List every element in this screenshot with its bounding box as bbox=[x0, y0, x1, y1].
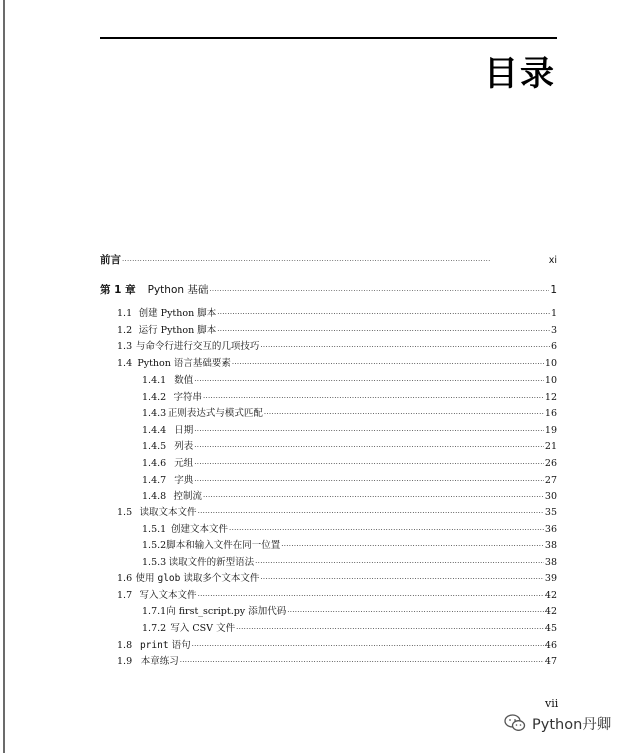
label-text: 读取多个文本文件 bbox=[180, 573, 260, 584]
toc-subsection-number: 1.4.6 bbox=[142, 458, 167, 469]
toc-section-label bbox=[140, 639, 191, 652]
toc-subsection-number: 1.5.1 bbox=[142, 524, 167, 535]
toc-leader bbox=[260, 341, 550, 354]
toc-section-label: 创建 Python 脚本 bbox=[138, 308, 217, 319]
toc-leader bbox=[194, 425, 544, 438]
toc-subsection-number: 1.4.4 bbox=[142, 425, 167, 436]
wechat-icon bbox=[503, 711, 527, 735]
toc-page: 16 bbox=[544, 408, 557, 419]
toc-leader bbox=[287, 606, 544, 619]
toc-subsection-label: 正则表达式与模式匹配 bbox=[167, 408, 263, 419]
toc-leader bbox=[194, 475, 544, 488]
toc-subsection-number: 1.7.2 bbox=[142, 623, 167, 634]
toc-subsection[interactable] bbox=[142, 474, 557, 488]
toc-subsection-label: 读取文件的新型语法 bbox=[168, 557, 255, 568]
toc-leader bbox=[217, 308, 550, 321]
toc-subsection-label: 字典 bbox=[174, 475, 194, 486]
toc-section[interactable] bbox=[117, 357, 557, 371]
toc-leader bbox=[192, 640, 544, 653]
toc-subsection[interactable] bbox=[142, 556, 557, 570]
toc-subsection[interactable] bbox=[142, 440, 557, 454]
page-title: 目录 bbox=[484, 54, 556, 94]
toc-page: 1 bbox=[550, 308, 557, 319]
toc-subsection-label: 控制流 bbox=[173, 491, 202, 502]
toc-subsection-number: 1.7.1 bbox=[142, 606, 167, 617]
toc-section-label: 与命令行进行交互的几项技巧 bbox=[135, 341, 260, 352]
toc-subsection-number: 1.5.2 bbox=[142, 540, 167, 551]
toc-leader bbox=[255, 557, 544, 570]
toc-section-number: 1.3 bbox=[117, 341, 133, 352]
toc-subsection[interactable] bbox=[142, 605, 557, 619]
label-text: 使用 bbox=[135, 573, 158, 584]
toc-subsection-label: 写入 CSV 文件 bbox=[170, 623, 236, 634]
watermark bbox=[503, 711, 611, 735]
toc-subsection[interactable] bbox=[142, 374, 557, 388]
toc-section[interactable] bbox=[117, 506, 557, 520]
toc-leader bbox=[264, 408, 544, 421]
toc-section-label: 本章练习 bbox=[140, 656, 179, 667]
toc-label: 前言 bbox=[100, 254, 121, 266]
toc-page: 6 bbox=[550, 341, 557, 352]
toc-page: 19 bbox=[544, 425, 557, 436]
toc-leader bbox=[194, 458, 544, 471]
toc-page: 30 bbox=[544, 491, 557, 502]
toc-section[interactable] bbox=[117, 639, 557, 653]
toc-page: 38 bbox=[544, 557, 557, 568]
label-code: glob bbox=[157, 573, 181, 584]
left-page-edge bbox=[3, 0, 5, 753]
toc-leader bbox=[281, 540, 544, 553]
toc-subsection-label: 日期 bbox=[174, 425, 194, 436]
toc-leader bbox=[198, 590, 544, 603]
toc-page: 42 bbox=[544, 590, 557, 601]
toc-subsection-label: 字符串 bbox=[173, 392, 202, 403]
toc-page: 47 bbox=[544, 656, 557, 667]
toc-subsection[interactable] bbox=[142, 407, 557, 421]
toc-page: 38 bbox=[544, 540, 557, 551]
toc-section-number: 1.9 bbox=[117, 656, 133, 667]
toc-chapter-1[interactable] bbox=[100, 284, 557, 298]
toc-section-number: 1.2 bbox=[117, 325, 133, 336]
toc-subsection[interactable] bbox=[142, 424, 557, 438]
header-rule bbox=[100, 37, 557, 39]
toc-section[interactable] bbox=[117, 572, 557, 586]
toc-subsection[interactable] bbox=[142, 622, 557, 636]
toc-subsection-number: 1.4.1 bbox=[142, 375, 167, 386]
toc-subsection-number: 1.4.3 bbox=[142, 408, 167, 419]
toc-subsection-number: 1.5.3 bbox=[142, 557, 167, 568]
toc-page: 27 bbox=[544, 475, 557, 486]
toc-subsection-number: 1.4.5 bbox=[142, 441, 167, 452]
watermark-text: Python丹卿 bbox=[532, 716, 612, 733]
toc-page: 1 bbox=[550, 284, 557, 296]
toc-subsection-label: 数值 bbox=[174, 375, 194, 386]
toc-section-label: 读取文本文件 bbox=[139, 507, 197, 518]
toc-leader bbox=[236, 623, 544, 636]
toc-page: 26 bbox=[544, 458, 557, 469]
toc-subsection-label: 列表 bbox=[174, 441, 194, 452]
toc-page: 10 bbox=[544, 358, 557, 369]
toc-section[interactable] bbox=[117, 324, 557, 338]
toc-page: 21 bbox=[544, 441, 557, 452]
toc-subsection-label: 元组 bbox=[174, 458, 194, 469]
chapter-number: 第 1 章 bbox=[100, 284, 136, 296]
toc-section-label: 写入文本文件 bbox=[139, 590, 197, 601]
toc-subsection[interactable] bbox=[142, 457, 557, 471]
toc-leader bbox=[122, 255, 548, 268]
toc-section-number: 1.8 bbox=[117, 640, 133, 651]
toc-leader bbox=[203, 392, 544, 405]
toc-leader bbox=[180, 656, 544, 669]
toc-page: 3 bbox=[550, 325, 557, 336]
toc-subsection-label: 向 first_script.py 添加代码 bbox=[166, 606, 287, 617]
toc-section-number: 1.1 bbox=[117, 308, 133, 319]
toc-leader bbox=[229, 524, 544, 537]
toc-leader bbox=[194, 375, 544, 388]
toc-subsection-number: 1.4.7 bbox=[142, 475, 167, 486]
toc-leader bbox=[232, 358, 544, 371]
toc-subsection[interactable] bbox=[142, 539, 557, 553]
label-text: 语句 bbox=[168, 640, 191, 651]
page-number: vii bbox=[545, 697, 559, 710]
toc-leader bbox=[194, 441, 544, 454]
toc-section-number: 1.5 bbox=[117, 507, 133, 518]
toc-leader bbox=[203, 491, 544, 504]
toc-page: 42 bbox=[544, 606, 557, 617]
toc-page: 10 bbox=[544, 375, 557, 386]
toc-preface[interactable] bbox=[100, 254, 557, 268]
toc-section-number: 1.6 bbox=[117, 573, 133, 584]
toc-section[interactable] bbox=[117, 340, 557, 354]
toc-page: 46 bbox=[544, 640, 557, 651]
toc-subsection-label: 创建文本文件 bbox=[171, 524, 229, 535]
toc-page: 12 bbox=[544, 392, 557, 403]
toc-page: 35 bbox=[544, 507, 557, 518]
toc-leader bbox=[260, 573, 544, 586]
toc-leader bbox=[217, 325, 550, 338]
toc-section[interactable] bbox=[117, 655, 557, 669]
toc-page: 45 bbox=[544, 623, 557, 634]
toc-leader bbox=[209, 285, 549, 298]
toc-section-label: 运行 Python 脚本 bbox=[138, 325, 217, 336]
toc-page: xi bbox=[548, 255, 557, 266]
toc-leader bbox=[198, 507, 544, 520]
toc-subsection[interactable] bbox=[142, 391, 557, 405]
toc-section[interactable] bbox=[117, 589, 557, 603]
toc-page: 36 bbox=[544, 524, 557, 535]
chapter-title: Python 基础 bbox=[147, 284, 209, 296]
toc-page: 39 bbox=[544, 573, 557, 584]
toc-section-number: 1.7 bbox=[117, 590, 133, 601]
toc-subsection-number: 1.4.8 bbox=[142, 491, 167, 502]
toc-section-number: 1.4 bbox=[117, 358, 133, 369]
toc-section-label bbox=[135, 572, 259, 585]
toc-subsection-number: 1.4.2 bbox=[142, 392, 167, 403]
toc-subsection-label: 脚本和输入文件在同一位置 bbox=[166, 540, 281, 551]
label-code: print bbox=[139, 640, 169, 651]
toc-section[interactable] bbox=[117, 307, 557, 321]
toc-subsection[interactable] bbox=[142, 523, 557, 537]
toc-section-label: Python 语言基础要素 bbox=[137, 358, 231, 369]
toc-subsection[interactable] bbox=[142, 490, 557, 504]
